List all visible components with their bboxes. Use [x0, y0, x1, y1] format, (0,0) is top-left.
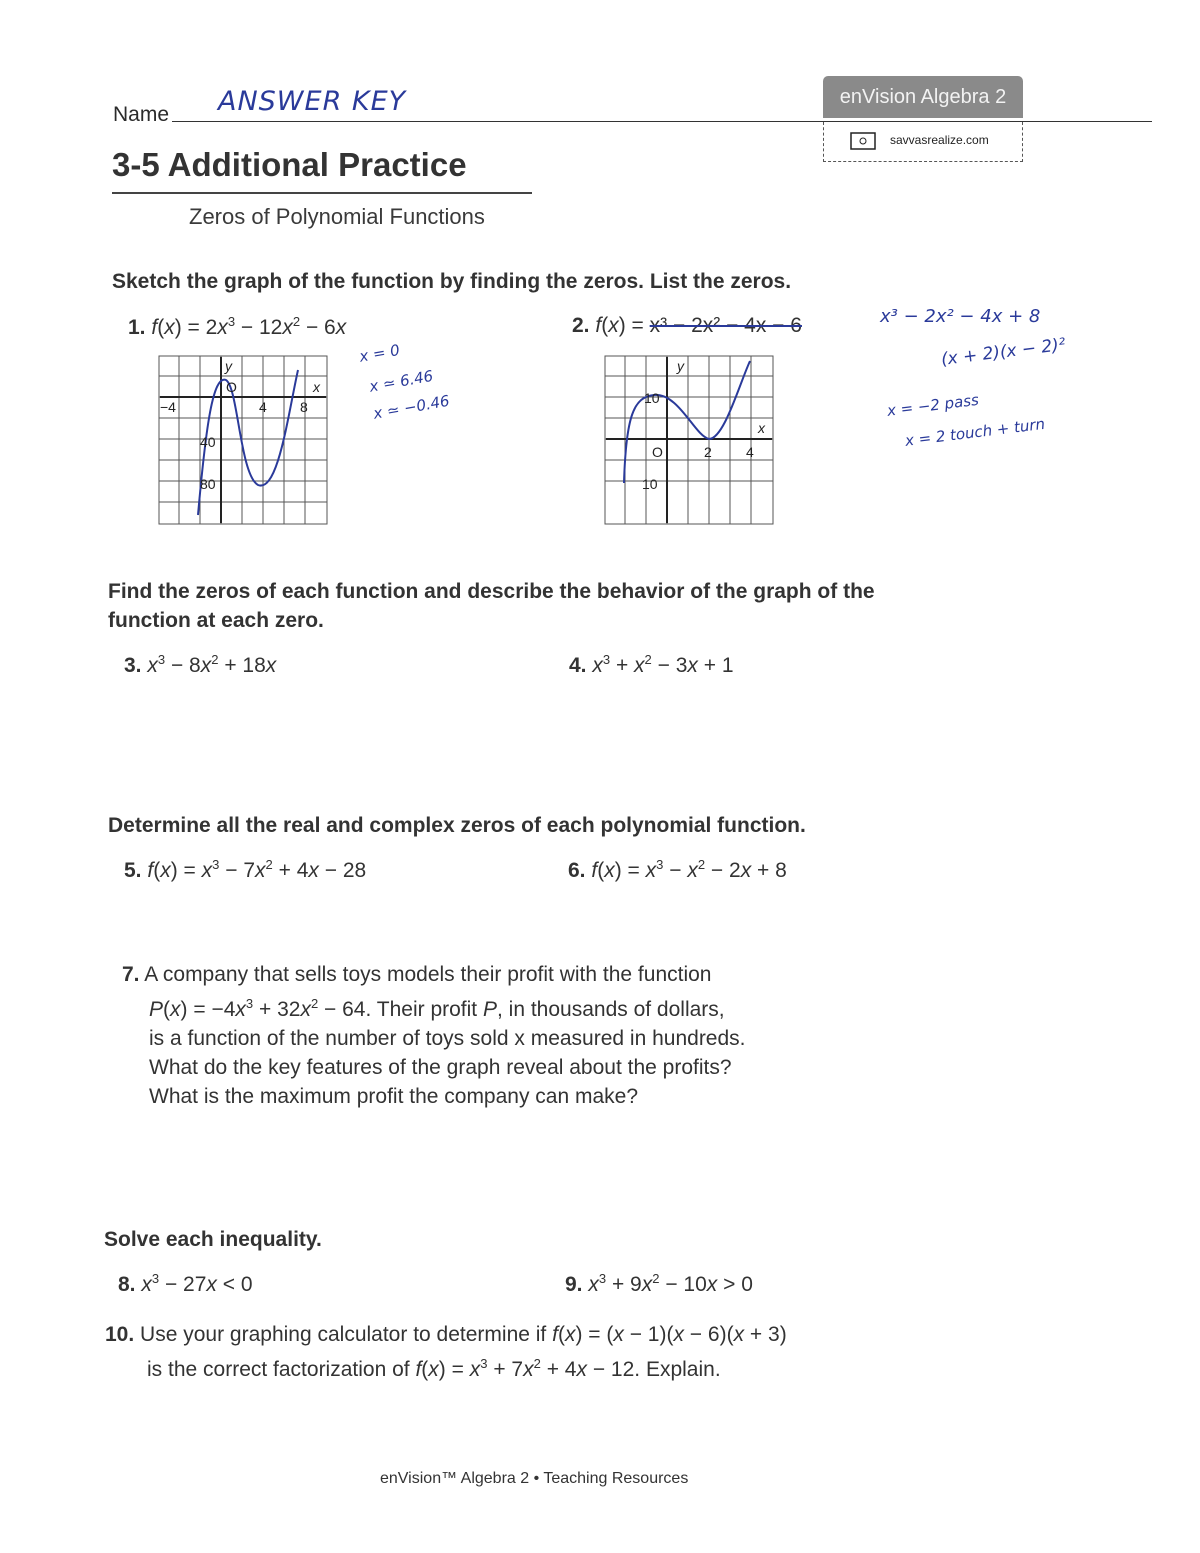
problem-1 — [128, 314, 346, 340]
graph-2-axes — [606, 357, 772, 523]
problem-9-number: 9. — [565, 1273, 583, 1296]
screen-icon — [850, 132, 876, 150]
problem-10-line1: Use your graphing calculator to determine if f(x) = (x − 1)(x − 6)(x + 3) — [140, 1323, 787, 1346]
answer-1-zero-a: x = 0 — [358, 340, 402, 366]
graph-2-tick-x1: 2 — [704, 444, 712, 460]
problem-2-number: 2. — [572, 314, 590, 337]
problem-5-number: 5. — [124, 859, 142, 882]
graph-1 — [158, 355, 328, 525]
problem-10 — [105, 1320, 787, 1384]
problem-3-function: $x^3 - 8x^2 + 18x$ — [147, 652, 277, 677]
graph-1-tick-x3: 8 — [300, 399, 308, 415]
problem-1-function: $f(x) = 2x^3 - 12x^2 - 6x$ — [151, 314, 347, 339]
problem-7-line4: What do the key features of the graph reveal about the profits? — [149, 1056, 732, 1079]
problem-5 — [124, 857, 366, 883]
problem-7-line3: is a function of the number of toys sold x measured in hundreds. — [149, 1027, 746, 1050]
brand-badge: enVision Algebra 2 — [823, 76, 1023, 118]
graph-2 — [604, 355, 774, 525]
graph-1-tick-y2: 80 — [200, 476, 216, 492]
graph-1-grid — [159, 356, 327, 524]
section1-instruction: Sketch the graph of the function by finding the zeros. List the zeros. — [112, 270, 792, 293]
problem-1-number: 1. — [128, 316, 146, 339]
page-title: 3-5 Additional Practice — [112, 146, 467, 183]
graph-2-curve — [624, 361, 750, 483]
graph-2-tick-y1: 10 — [644, 390, 660, 406]
problem-8 — [118, 1271, 253, 1297]
problem-7-number: 7. — [122, 963, 140, 986]
problem-9 — [565, 1271, 753, 1297]
problem-7 — [122, 960, 746, 1111]
problem-10-line2: is the correct factorization of $f(x) = x^3 + 7x^2 + 4x - 12$. Explain. — [147, 1356, 721, 1381]
answer-1-zero-c: x ≃ −0.46 — [372, 391, 451, 423]
graph-1-y-label: y — [225, 358, 232, 374]
graph-1-x-label: x — [313, 379, 320, 395]
problem-6-number: 6. — [568, 859, 586, 882]
problem-2-struck-function: x³ − 2x² − 4x − 6 — [649, 314, 802, 337]
answer-1-zero-b: x ≃ 6.46 — [368, 366, 435, 396]
graph-2-tick-x2: 4 — [746, 444, 754, 460]
section2-instruction-line1: Find the zeros of each function and describe the behavior of the graph of the — [108, 580, 875, 603]
section2-instruction-line2: function at each zero. — [108, 609, 324, 632]
problem-7-line1: A company that sells toys models their profit with the function — [144, 963, 712, 986]
answer-2-factored: (x + 2)(x − 2)² — [940, 334, 1067, 370]
graph-2-y-label: y — [677, 358, 684, 374]
problem-7-line5: What is the maximum profit the company can make? — [149, 1085, 639, 1108]
problem-10-number: 10. — [105, 1323, 135, 1346]
site-link[interactable]: savvasrealize.com — [890, 133, 989, 147]
graph-2-origin: O — [652, 444, 663, 460]
graph-2-x-label: x — [758, 420, 765, 436]
graph-1-origin: O — [226, 379, 237, 395]
section4-instruction: Solve each inequality. — [104, 1228, 322, 1251]
answer-2-correction: x³ − 2x² − 4x + 8 — [880, 306, 1041, 327]
problem-8-number: 8. — [118, 1273, 136, 1296]
name-label: Name — [113, 103, 170, 126]
answer-2-zero-2: x = 2 touch + turn — [904, 414, 1046, 450]
name-value: ANSWER KEY — [218, 86, 407, 117]
problem-4-number: 4. — [569, 654, 587, 677]
problem-3 — [124, 652, 276, 678]
graph-1-tick-y1: 40 — [200, 434, 216, 450]
problem-9-inequality: $x^3 + 9x^2 - 10x > 0$ — [588, 1271, 753, 1296]
problem-6 — [568, 857, 787, 883]
problem-6-function: $f(x) = x^3 - x^2 - 2x + 8$ — [591, 857, 787, 882]
problem-3-number: 3. — [124, 654, 142, 677]
problem-4 — [569, 652, 734, 678]
problem-7-line2: $P(x) = -4x^3 + 32x^2 - 64$. Their profit P, in thousands of dollars, — [149, 996, 725, 1021]
page-footer: enVision™ Algebra 2 • Teaching Resources — [380, 1470, 689, 1487]
graph-2-tick-y2: 10 — [642, 476, 658, 492]
problem-4-function: $x^3 + x^2 - 3x + 1$ — [592, 652, 734, 677]
page-subtitle: Zeros of Polynomial Functions — [189, 204, 485, 229]
answer-2-zero-1: x = −2 pass — [886, 390, 980, 420]
graph-1-tick-x2: 4 — [259, 399, 267, 415]
problem-5-function: $f(x) = x^3 - 7x^2 + 4x - 28$ — [147, 857, 367, 882]
section3-instruction: Determine all the real and complex zeros of each polynomial function. — [108, 814, 806, 837]
problem-8-inequality: $x^3 - 27x < 0$ — [141, 1271, 253, 1296]
graph-1-tick-x1: −4 — [160, 399, 176, 415]
graph-1-axes — [160, 357, 326, 523]
title-rule — [112, 192, 532, 194]
problem-2-function-prefix: f(x) = — [595, 314, 650, 337]
problem-2 — [572, 314, 802, 338]
